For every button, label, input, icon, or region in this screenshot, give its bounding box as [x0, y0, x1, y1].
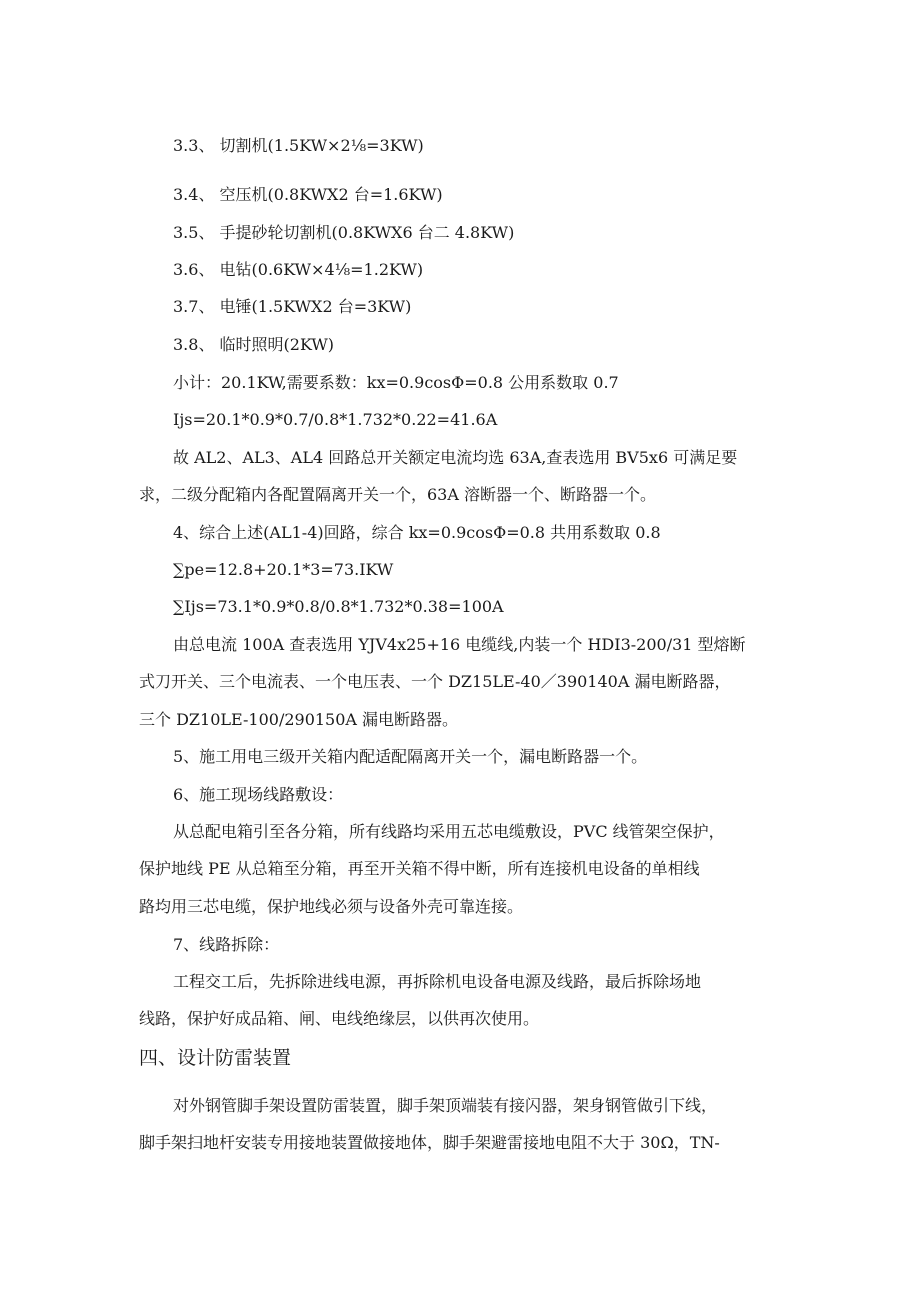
section-heading: 四、设计防雷装置	[139, 1047, 292, 1069]
text-line: 3.7、 电锤(1.5KWX2 台=3KW)	[173, 297, 412, 316]
text-line: 三个 DZ10LE-100/290150A 漏电断路器。	[139, 710, 459, 729]
text-line: ∑pe=12.8+20.1*3=73.IKW	[173, 560, 394, 579]
text-line: 求，二级分配箱内各配置隔离开关一个，63A 溶断器一个、断路器一个。	[139, 485, 657, 504]
text-line: 线路，保护好成品箱、闸、电线绝缘层，以供再次使用。	[139, 1009, 540, 1028]
text-line: 保护地线 PE 从总箱至分箱，再至开关箱不得中断，所有连接机电设备的单相线	[139, 859, 700, 878]
text-line: Ijs=20.1*0.9*0.7/0.8*1.732*0.22=41.6A	[173, 410, 498, 429]
text-line: 7、线路拆除：	[173, 935, 280, 954]
text-line: 式刀开关、三个电流表、一个电压表、一个 DZ15LE-40／390140A 漏电断路器，	[139, 672, 731, 691]
text-line: 5、施工用电三级开关箱内配适配隔离开关一个，漏电断路器一个。	[173, 747, 648, 766]
text-line: 4、综合上述(AL1-4)回路，综合 kx=0.9cosΦ=0.8 共用系数取 0.8	[173, 523, 661, 542]
text-line: 从总配电箱引至各分箱，所有线路均采用五芯电缆敷设，PVC 线管架空保护，	[173, 822, 725, 841]
text-line: 3.6、 电钻(0.6KW×4⅛=1.2KW)	[173, 260, 424, 279]
text-line: 脚手架扫地杆安装专用接地装置做接地体，脚手架避雷接地电阻不大于 30Ω，TN-	[139, 1133, 720, 1152]
text-line: 3.4、 空压机(0.8KWX2 台=1.6KW)	[173, 185, 443, 204]
text-line: 6、施工现场线路敷设：	[173, 785, 344, 804]
text-line: 工程交工后，先拆除进线电源，再拆除机电设备电源及线路，最后拆除场地	[173, 972, 702, 991]
text-line: 对外钢管脚手架设置防雷装置，脚手架顶端装有接闪器，架身钢管做引下线，	[173, 1096, 718, 1115]
text-line: 3.5、 手提砂轮切割机(0.8KWX6 台二 4.8KW)	[173, 223, 515, 242]
text-line: 故 AL2、AL3、AL4 回路总开关额定电流均选 63A,查表选用 BV5x6 可满足要	[173, 448, 738, 467]
text-line: 3.3、 切割机(1.5KW×2⅛=3KW)	[173, 136, 424, 155]
text-line: 由总电流 100A 查表选用 YJV4x25+16 电缆线,内装一个 HDI3-200/31 型熔断	[173, 635, 746, 654]
text-line: ∑Ijs=73.1*0.9*0.8/0.8*1.732*0.38=100A	[173, 597, 504, 616]
text-line: 路均用三芯电缆，保护地线必须与设备外壳可靠连接。	[139, 897, 524, 916]
text-line: 3.8、 临时照明(2KW)	[173, 335, 335, 354]
text-line: 小计：20.1KW,需要系数：kx=0.9cosΦ=0.8 公用系数取 0.7	[173, 373, 619, 392]
